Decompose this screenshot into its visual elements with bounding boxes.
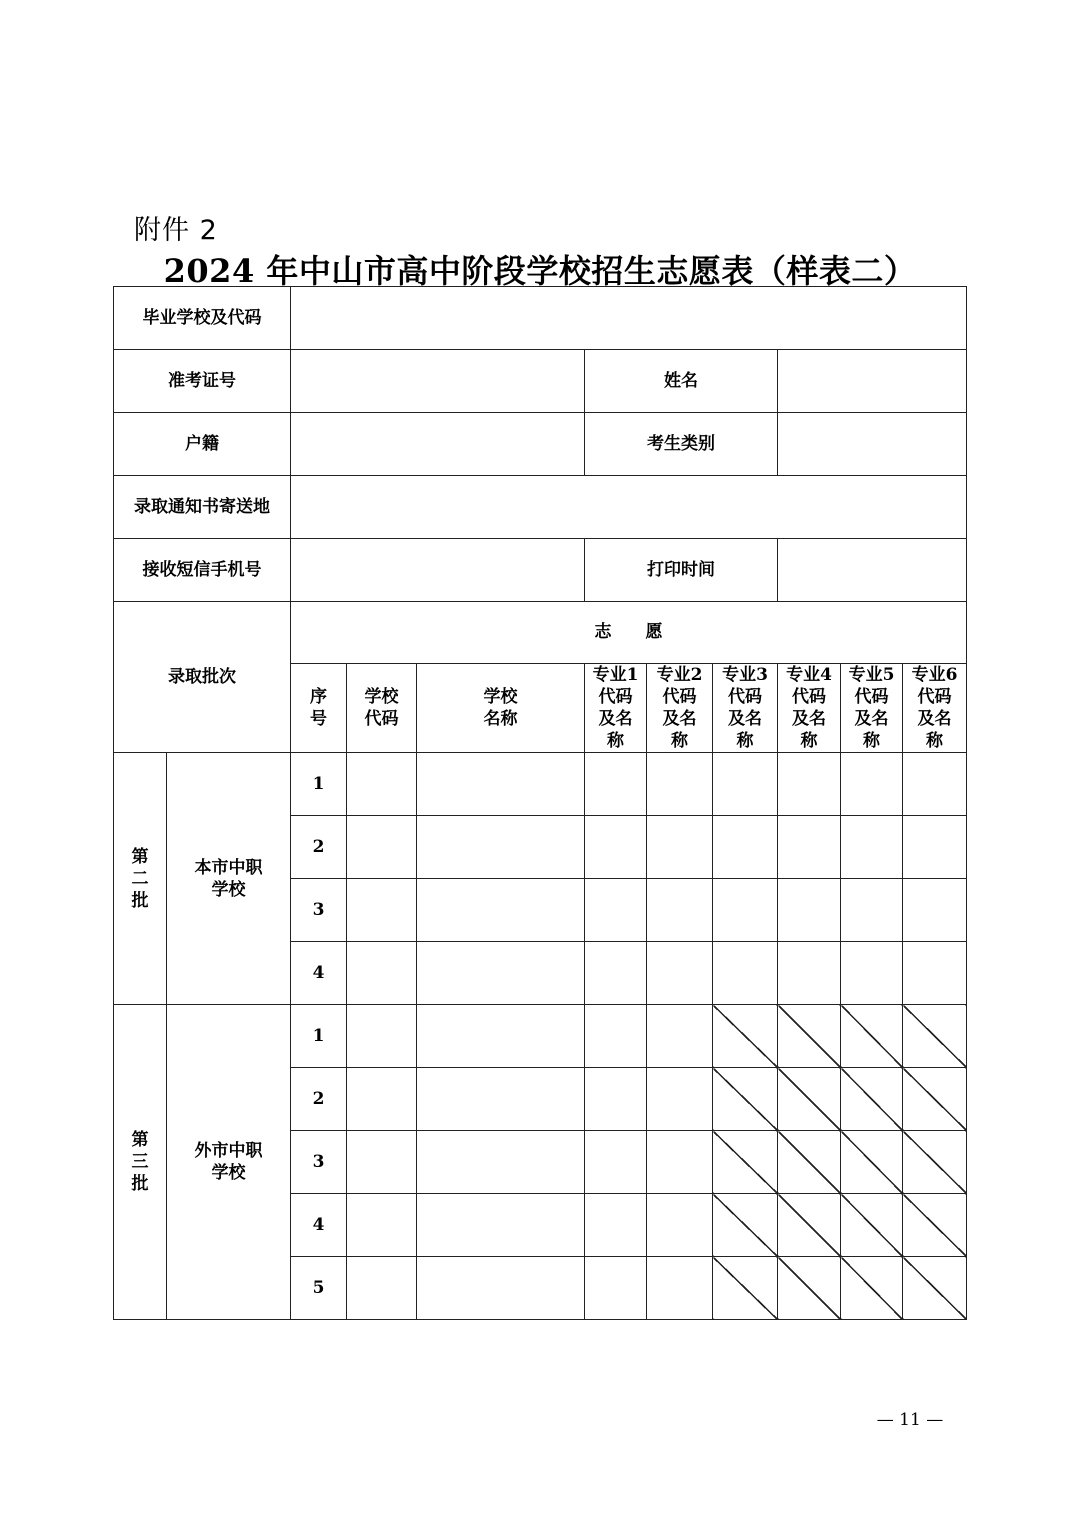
major-1-cell[interactable]	[585, 1068, 647, 1131]
major-4-cell-struck	[778, 1005, 841, 1068]
table-row	[114, 753, 967, 816]
mail-address-field[interactable]	[291, 476, 967, 539]
major-3-cell[interactable]	[713, 816, 778, 879]
major-1-cell[interactable]	[585, 879, 647, 942]
major-4-cell-struck	[778, 1194, 841, 1257]
major-6-cell[interactable]	[903, 816, 967, 879]
major-3-cell[interactable]	[713, 753, 778, 816]
major-1-cell[interactable]	[585, 1257, 647, 1320]
school-code-cell[interactable]	[347, 942, 417, 1005]
major-1-cell[interactable]	[585, 753, 647, 816]
major-6-cell[interactable]	[903, 879, 967, 942]
school-name-cell[interactable]	[417, 1257, 585, 1320]
school-category-label: 本市中职 学校	[167, 753, 291, 1005]
row-number: 5	[291, 1257, 347, 1320]
major-5-cell[interactable]	[841, 816, 903, 879]
school-code-cell[interactable]	[347, 1068, 417, 1131]
school-code-cell[interactable]	[347, 1194, 417, 1257]
col-school-name-header: 学校 名称	[417, 664, 585, 753]
row-wishes-header	[114, 602, 967, 664]
row-number: 3	[291, 879, 347, 942]
admission-batch-label: 录取批次	[114, 602, 291, 753]
exam-id-label: 准考证号	[114, 350, 291, 413]
exam-id-field[interactable]	[291, 350, 585, 413]
school-name-cell[interactable]	[417, 1194, 585, 1257]
application-form-table	[113, 286, 967, 1320]
sms-phone-field[interactable]	[291, 539, 585, 602]
major-5-cell-struck	[841, 1068, 903, 1131]
school-name-cell[interactable]	[417, 942, 585, 1005]
major-5-cell-struck	[841, 1005, 903, 1068]
graduated-school-label: 毕业学校及代码	[114, 287, 291, 350]
major-2-cell[interactable]	[647, 1005, 713, 1068]
major-6-cell-struck	[903, 1257, 967, 1320]
row-number: 2	[291, 1068, 347, 1131]
col-school-code-header: 学校 代码	[347, 664, 417, 753]
major-6-cell[interactable]	[903, 753, 967, 816]
row-number: 4	[291, 1194, 347, 1257]
major-3-cell[interactable]	[713, 942, 778, 1005]
major-3-cell-struck	[713, 1005, 778, 1068]
col-seq-header: 序 号	[291, 664, 347, 753]
major-2-cell[interactable]	[647, 1131, 713, 1194]
major-3-cell-struck	[713, 1194, 778, 1257]
major-6-cell-struck	[903, 1005, 967, 1068]
name-label: 姓名	[585, 350, 778, 413]
major-2-cell[interactable]	[647, 942, 713, 1005]
row-number: 2	[291, 816, 347, 879]
major-3-cell-struck	[713, 1257, 778, 1320]
school-name-cell[interactable]	[417, 753, 585, 816]
major-2-cell[interactable]	[647, 753, 713, 816]
graduated-school-field[interactable]	[291, 287, 967, 350]
major-5-cell[interactable]	[841, 879, 903, 942]
major-1-cell[interactable]	[585, 816, 647, 879]
school-name-cell[interactable]	[417, 879, 585, 942]
school-code-cell[interactable]	[347, 1005, 417, 1068]
major-1-cell[interactable]	[585, 942, 647, 1005]
major-2-cell[interactable]	[647, 1257, 713, 1320]
major-5-cell-struck	[841, 1257, 903, 1320]
major-5-cell[interactable]	[841, 753, 903, 816]
col-major-5-header: 专业5 代码 及名 称	[841, 664, 903, 753]
major-3-cell-struck	[713, 1068, 778, 1131]
school-code-cell[interactable]	[347, 879, 417, 942]
major-4-cell[interactable]	[778, 942, 841, 1005]
major-2-cell[interactable]	[647, 816, 713, 879]
table-row	[114, 1005, 967, 1068]
row-number: 3	[291, 1131, 347, 1194]
col-major-2-header: 专业2 代码 及名 称	[647, 664, 713, 753]
candidate-type-label: 考生类别	[585, 413, 778, 476]
major-5-cell[interactable]	[841, 942, 903, 1005]
major-6-cell[interactable]	[903, 942, 967, 1005]
major-2-cell[interactable]	[647, 1068, 713, 1131]
name-field[interactable]	[778, 350, 967, 413]
sms-phone-label: 接收短信手机号	[114, 539, 291, 602]
school-name-cell[interactable]	[417, 816, 585, 879]
col-major-6-header: 专业6 代码 及名 称	[903, 664, 967, 753]
row-number: 1	[291, 1005, 347, 1068]
page-title: 2024 年中山市高中阶段学校招生志愿表（样表二）	[163, 252, 917, 290]
major-4-cell[interactable]	[778, 753, 841, 816]
row-household	[114, 413, 967, 476]
major-6-cell-struck	[903, 1194, 967, 1257]
household-label: 户籍	[114, 413, 291, 476]
row-mail-address	[114, 476, 967, 539]
school-code-cell[interactable]	[347, 753, 417, 816]
major-6-cell-struck	[903, 1068, 967, 1131]
print-time-field[interactable]	[778, 539, 967, 602]
household-field[interactable]	[291, 413, 585, 476]
row-graduated-school	[114, 287, 967, 350]
col-major-1-header: 专业1 代码 及名 称	[585, 664, 647, 753]
major-2-cell[interactable]	[647, 879, 713, 942]
major-1-cell[interactable]	[585, 1005, 647, 1068]
row-exam-id	[114, 350, 967, 413]
candidate-type-field[interactable]	[778, 413, 967, 476]
major-4-cell-struck	[778, 1257, 841, 1320]
major-5-cell-struck	[841, 1131, 903, 1194]
row-sms-phone	[114, 539, 967, 602]
major-3-cell[interactable]	[713, 879, 778, 942]
major-1-cell[interactable]	[585, 1131, 647, 1194]
mail-address-label: 录取通知书寄送地	[114, 476, 291, 539]
row-number: 1	[291, 753, 347, 816]
attachment-label: 附件 2	[134, 215, 218, 246]
school-code-cell[interactable]	[347, 816, 417, 879]
major-4-cell[interactable]	[778, 879, 841, 942]
major-1-cell[interactable]	[585, 1194, 647, 1257]
batch-label: 第 二 批	[114, 753, 167, 1005]
col-major-3-header: 专业3 代码 及名 称	[713, 664, 778, 753]
col-major-4-header: 专业4 代码 及名 称	[778, 664, 841, 753]
school-name-cell[interactable]	[417, 1005, 585, 1068]
major-4-cell-struck	[778, 1131, 841, 1194]
wishes-label: 志 愿	[291, 602, 967, 664]
major-4-cell-struck	[778, 1068, 841, 1131]
row-number: 4	[291, 942, 347, 1005]
major-6-cell-struck	[903, 1131, 967, 1194]
page-number: — 11 —	[876, 1410, 944, 1430]
major-3-cell-struck	[713, 1131, 778, 1194]
school-code-cell[interactable]	[347, 1257, 417, 1320]
major-5-cell-struck	[841, 1194, 903, 1257]
school-name-cell[interactable]	[417, 1068, 585, 1131]
major-2-cell[interactable]	[647, 1194, 713, 1257]
major-4-cell[interactable]	[778, 816, 841, 879]
school-code-cell[interactable]	[347, 1131, 417, 1194]
print-time-label: 打印时间	[585, 539, 778, 602]
school-name-cell[interactable]	[417, 1131, 585, 1194]
batch-label: 第 三 批	[114, 1005, 167, 1320]
school-category-label: 外市中职 学校	[167, 1005, 291, 1320]
